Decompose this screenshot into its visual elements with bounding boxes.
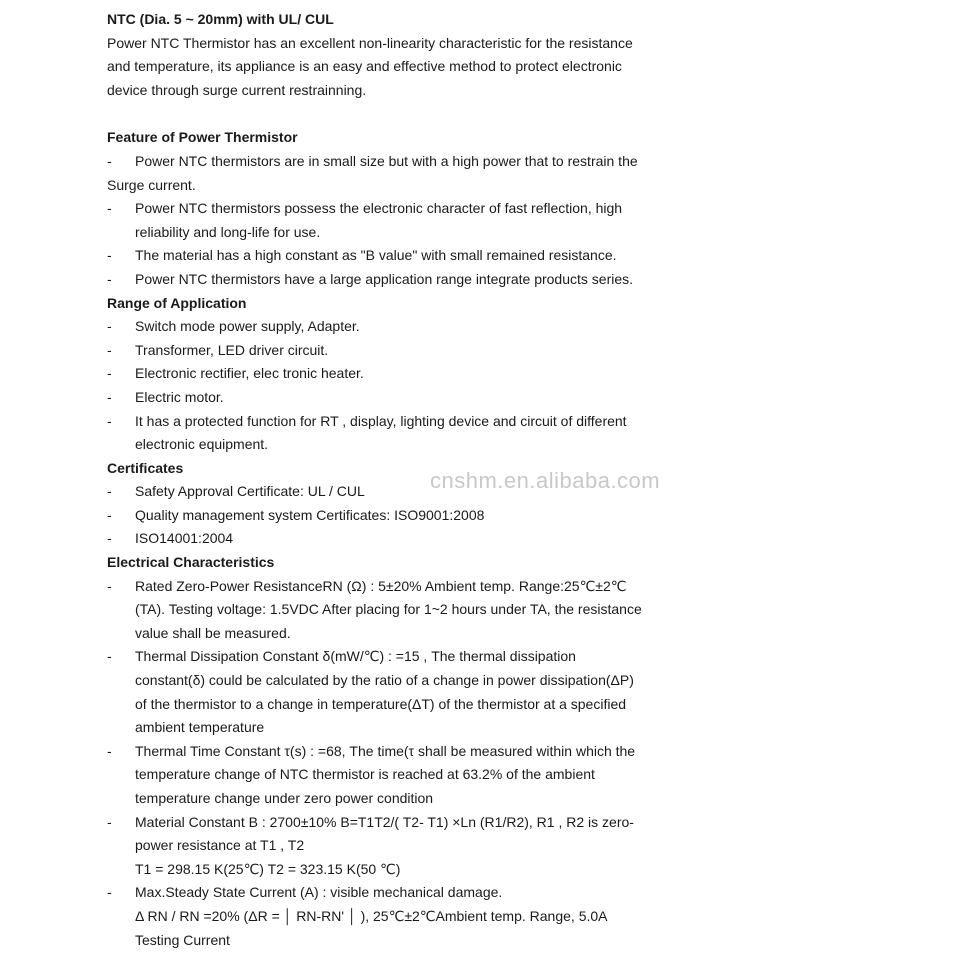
bullet-text [135,268,633,292]
electrical-item [107,881,767,952]
bullet-text [135,575,642,646]
bullet-text [135,362,364,386]
range-item [107,386,767,410]
bullet-text [135,150,638,174]
certificates-item [107,527,767,551]
bullet-line: Safety Approval Certificate: UL / CUL [135,483,365,500]
feature-list [107,150,767,292]
range-item [107,339,767,363]
intro-line: device through surge current restrainning. [107,81,367,98]
bullet-line: (TA). Testing voltage: 1.5VDC After placing for 1~2 hours under TA, the resistance [135,601,642,618]
electrical-list [107,575,767,953]
bullet-text [135,504,484,528]
bullet-text [135,811,634,882]
bullet-line: Material Constant B : 2700±10% B=T1T2/( T2- T1) ×Ln (R1/R2), R1 , R2 is zero- [135,813,634,830]
electrical-item [107,645,767,739]
document-title: NTC (Dia. 5 ~ 20mm) with UL/ CUL [107,11,334,27]
bullet-text [135,197,622,244]
bullet-text [135,881,608,952]
bullet-line: Thermal Dissipation Constant δ(mW/℃) : =15 , The thermal dissipation [135,648,576,665]
bullet-line: Power NTC thermistors are in small size but with a high power that to restrain the [135,152,638,169]
bullet-line: of the thermistor to a change in temperature(ΔT) of the thermistor at a specified [135,695,627,712]
bullet-line: T1 = 298.15 K(25℃) T2 = 323.15 K(50 ℃) [135,860,401,877]
bullet-dash: - [107,577,112,594]
bullet-line: electronic equipment. [135,436,269,453]
electrical-item [107,575,767,646]
bullet-text [135,386,224,410]
bullet-line: Testing Current [135,931,230,948]
bullet-dash: - [107,813,112,830]
bullet-line: Quality management system Certificates: ISO9001:2008 [135,506,485,523]
bullet-line: Max.Steady State Current (A) : visible mechanical damage. [135,884,503,901]
bullet-line: Switch mode power supply, Adapter. [135,318,360,335]
bullet-dash: - [107,483,112,500]
range-heading: Range of Application [107,294,247,311]
bullet-dash: - [107,365,112,382]
bullet-continuation: Surge current. [107,176,196,193]
bullet-line: temperature change under zero power condition [135,790,434,806]
bullet-line: Thermal Time Constant τ(s) : =68, The time(τ shall be measured within which the [135,742,636,759]
bullet-dash: - [107,341,112,358]
bullet-text [135,527,233,551]
bullet-line: Power NTC thermistors possess the electronic character of fast reflection, high [135,200,623,217]
watermark-text: cnshm.en.alibaba.com [430,468,661,493]
feature-item [107,244,767,268]
certificates-item [107,504,767,528]
bullet-line: reliability and long-life for use. [135,223,321,240]
bullet-text [135,339,328,363]
bullet-dash: - [107,412,112,429]
bullet-line: Transformer, LED driver circuit. [135,341,329,358]
intro-line: and temperature, its appliance is an easy and effective method to protect electronic [107,58,622,75]
bullet-text [135,740,635,811]
bullet-dash: - [107,152,112,169]
bullet-dash: - [107,200,112,217]
range-list [107,315,767,457]
electrical-heading: Electrical Characteristics [107,554,275,571]
bullet-text [135,315,360,339]
bullet-line: constant(δ) could be calculated by the ratio of a change in power dissipation(ΔP) [135,672,634,689]
bullet-line: Power NTC thermistors have a large application range integrate products series. [135,270,634,287]
bullet-line: ISO14001:2004 [135,530,234,547]
certificates-heading: Certificates [107,459,184,476]
bullet-line: Δ RN / RN =20% (ΔR = │ RN-RN' │ ), 25℃±2℃Ambient temp. Range, 5.0A [135,907,608,924]
bullet-text [135,244,617,268]
range-item [107,315,767,339]
bullet-line: power resistance at T1 , T2 [135,837,305,854]
feature-item [107,268,767,292]
bullet-dash: - [107,648,112,665]
intro-line: Power NTC Thermistor has an excellent non-linearity characteristic for the resistance [107,34,633,51]
bullet-text [135,645,634,739]
electrical-item [107,740,767,811]
bullet-line: ambient temperature [135,719,265,736]
bullet-line: Electronic rectifier, elec tronic heater. [135,365,364,382]
bullet-text [135,480,365,504]
range-item [107,362,767,386]
feature-item [107,197,767,244]
bullet-line: value shall be measured. [135,624,291,641]
bullet-line: Rated Zero-Power ResistanceRN (Ω) : 5±20% Ambient temp. Range:25℃±2℃ [135,577,627,594]
bullet-dash: - [107,318,112,335]
bullet-line: The material has a high constant as "B value" with small remained resistance. [135,247,617,264]
bullet-dash: - [107,247,112,264]
bullet-dash: - [107,742,112,759]
bullet-line: Electric motor. [135,388,224,405]
bullet-dash: - [107,530,112,547]
bullet-text [135,410,627,457]
bullet-line: It has a protected function for RT , display, lighting device and circuit of different [135,412,627,429]
spacer [107,102,767,126]
feature-item [107,150,767,174]
bullet-dash: - [107,884,112,901]
bullet-dash: - [107,270,112,287]
bullet-dash: - [107,506,112,523]
range-item [107,410,767,457]
bullet-dash: - [107,388,112,405]
bullet-line: temperature change of NTC thermistor is reached at 63.2% of the ambient [135,766,595,783]
electrical-item [107,811,767,882]
feature-heading: Feature of Power Thermistor [107,129,298,146]
